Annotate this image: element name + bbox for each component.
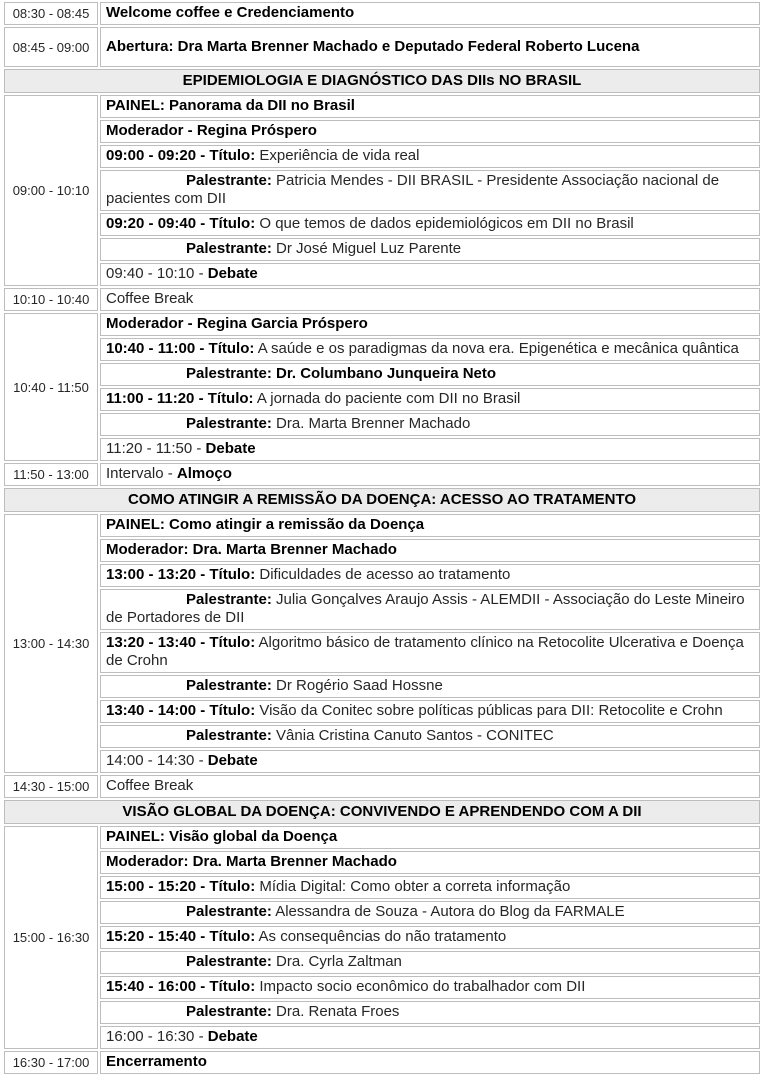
section-header: EPIDEMIOLOGIA E DIAGNÓSTICO DAS DIIs NO BRASIL (4, 69, 760, 93)
agenda-cell (100, 263, 760, 286)
agenda-text: 16:00 - 16:30 - (106, 1028, 208, 1045)
agenda-row (4, 675, 760, 698)
section-header-row (4, 488, 760, 512)
agenda-row (4, 463, 760, 486)
agenda-cell (100, 826, 760, 849)
agenda-row (4, 213, 760, 236)
agenda-row (4, 338, 760, 361)
agenda-text-bold: Welcome coffee e Credenciamento (106, 4, 355, 21)
agenda-cell-speaker (100, 675, 760, 698)
agenda-cell (100, 95, 760, 118)
agenda-text: Algoritmo básico de tratamento clínico na Retocolite Ulcerativa e Doença de Crohn (106, 634, 744, 669)
time-slot: 08:45 - 09:00 (4, 27, 98, 67)
agenda-text-bold: Almoço (176, 465, 232, 482)
agenda-row (4, 951, 760, 974)
agenda-row (4, 976, 760, 999)
agenda-row (4, 826, 760, 849)
agenda-text: A saúde e os paradigmas da nova era. Epigenética e mecânica quântica (254, 340, 739, 357)
agenda-cell-speaker (100, 413, 760, 436)
time-slot: 14:30 - 15:00 (4, 775, 98, 798)
agenda-text: Dificuldades de acesso ao tratamento (255, 566, 511, 583)
agenda-cell (100, 539, 760, 562)
agenda-cell (100, 775, 760, 798)
agenda-cell-speaker (100, 1001, 760, 1024)
agenda-text-bold: Abertura: Dra Marta Brenner Machado e Deputado Federal Roberto Lucena (106, 38, 640, 55)
agenda-text: Alessandra de Souza - Autora do Blog da FARMALE (271, 903, 625, 920)
agenda-text-bold: Encerramento (106, 1053, 207, 1070)
agenda-text: 11:20 - 11:50 - (106, 440, 206, 457)
time-slot: 11:50 - 13:00 (4, 463, 98, 486)
agenda-row (4, 1051, 760, 1074)
agenda-row (4, 514, 760, 537)
time-slot: 16:30 - 17:00 (4, 1051, 98, 1074)
agenda-text-bold: Palestrante: (186, 591, 272, 608)
agenda-cell (100, 1026, 760, 1049)
agenda-row (4, 539, 760, 562)
agenda-cell-speaker (100, 589, 760, 630)
agenda-cell (100, 120, 760, 143)
agenda-text-bold: Palestrante: (186, 677, 272, 694)
agenda-cell-speaker (100, 901, 760, 924)
agenda-text: Vânia Cristina Canuto Santos - CONITEC (271, 727, 554, 744)
agenda-row (4, 750, 760, 773)
agenda-text-bold: 13:20 - 13:40 - Título: (106, 634, 256, 651)
agenda-text-bold: Palestrante: (186, 1003, 272, 1020)
agenda-row (4, 1026, 760, 1049)
agenda-row (4, 27, 760, 67)
agenda-text-bold: Moderador - Regina Próspero (106, 122, 317, 139)
agenda-row (4, 95, 760, 118)
agenda-text-bold: Debate (207, 1028, 258, 1045)
agenda-cell (100, 750, 760, 773)
agenda-text: A jornada do paciente com DII no Brasil (253, 390, 521, 407)
agenda-row (4, 170, 760, 211)
agenda-row (4, 263, 760, 286)
agenda-text: Dra. Cyrla Zaltman (271, 953, 402, 970)
agenda-text-bold: Palestrante: (186, 172, 272, 189)
agenda-text-bold: 15:40 - 16:00 - Título: (106, 978, 256, 995)
agenda-row (4, 589, 760, 630)
agenda-text: O que temos de dados epidemiológicos em DII no Brasil (255, 215, 634, 232)
agenda-text: Patricia Mendes - DII BRASIL - Presidente Associação nacional de pacientes com DII (106, 172, 720, 207)
agenda-cell (100, 145, 760, 168)
agenda-text-bold: 13:40 - 14:00 - Título: (106, 702, 256, 719)
agenda-row (4, 288, 760, 311)
agenda-cell (100, 564, 760, 587)
agenda-text-bold: 13:00 - 13:20 - Título: (106, 566, 256, 583)
agenda-row (4, 700, 760, 723)
agenda-text-bold: 15:20 - 15:40 - Título: (106, 928, 256, 945)
agenda-cell (100, 388, 760, 411)
agenda-text: Visão da Conitec sobre políticas públicas para DII: Retocolite e Crohn (255, 702, 723, 719)
time-slot: 13:00 - 14:30 (4, 514, 98, 773)
agenda-cell-speaker (100, 238, 760, 261)
agenda-cell (100, 876, 760, 899)
agenda-row (4, 2, 760, 25)
agenda-row (4, 438, 760, 461)
section-header-row (4, 800, 760, 824)
agenda-text: Impacto socio econômico do trabalhador com DII (255, 978, 586, 995)
agenda-cell (100, 438, 760, 461)
agenda-text: Dra. Marta Brenner Machado (271, 415, 471, 432)
agenda-row (4, 725, 760, 748)
agenda-cell (100, 1051, 760, 1074)
agenda-text-bold: Moderador - Regina Garcia Próspero (106, 315, 368, 332)
event-schedule-body (4, 2, 760, 1074)
agenda-text-bold: Palestrante: (186, 727, 272, 744)
section-header: COMO ATINGIR A REMISSÃO DA DOENÇA: ACESSO AO TRATAMENTO (4, 488, 760, 512)
agenda-row (4, 901, 760, 924)
section-header-row (4, 69, 760, 93)
time-slot: 10:40 - 11:50 (4, 313, 98, 461)
agenda-cell-speaker (100, 725, 760, 748)
agenda-text-bold: Debate (207, 265, 258, 282)
agenda-text: Dr Rogério Saad Hossne (271, 677, 443, 694)
agenda-cell (100, 27, 760, 67)
time-slot: 15:00 - 16:30 (4, 826, 98, 1049)
agenda-text: Coffee Break (106, 290, 194, 307)
time-slot: 08:30 - 08:45 (4, 2, 98, 25)
agenda-text: Dr José Miguel Luz Parente (271, 240, 462, 257)
agenda-cell (100, 288, 760, 311)
agenda-text-bold: Palestrante: Dr. Columbano Junqueira Neto (186, 365, 497, 382)
agenda-row (4, 388, 760, 411)
agenda-row (4, 564, 760, 587)
agenda-text-bold: 11:00 - 11:20 - Título: (106, 390, 254, 407)
event-schedule-table (2, 0, 762, 1076)
time-slot: 09:00 - 10:10 (4, 95, 98, 286)
agenda-text-bold: PAINEL: Como atingir a remissão da Doença (106, 516, 425, 533)
agenda-text-bold: Palestrante: (186, 903, 272, 920)
agenda-text: Mídia Digital: Como obter a correta informação (255, 878, 571, 895)
agenda-row (4, 145, 760, 168)
section-header: VISÃO GLOBAL DA DOENÇA: CONVIVENDO E APRENDENDO COM A DII (4, 800, 760, 824)
agenda-row (4, 313, 760, 336)
agenda-text-bold: 10:40 - 11:00 - Título: (106, 340, 255, 357)
agenda-cell (100, 851, 760, 874)
agenda-cell (100, 926, 760, 949)
agenda-text: 09:40 - 10:10 - (106, 265, 208, 282)
agenda-cell (100, 976, 760, 999)
agenda-cell (100, 213, 760, 236)
agenda-row (4, 363, 760, 386)
agenda-text-bold: PAINEL: Panorama da DII no Brasil (106, 97, 355, 114)
agenda-text-bold: Palestrante: (186, 240, 272, 257)
agenda-text-bold: 15:00 - 15:20 - Título: (106, 878, 256, 895)
agenda-text: Julia Gonçalves Araujo Assis - ALEMDII - Associação do Leste Mineiro de Portadores de DII (106, 591, 745, 626)
agenda-row (4, 926, 760, 949)
agenda-cell (100, 338, 760, 361)
agenda-text-bold: Debate (205, 440, 256, 457)
agenda-text-bold: Moderador: Dra. Marta Brenner Machado (106, 853, 397, 870)
agenda-cell (100, 2, 760, 25)
agenda-row (4, 876, 760, 899)
agenda-text-bold: Palestrante: (186, 953, 272, 970)
agenda-row (4, 413, 760, 436)
agenda-row (4, 632, 760, 673)
agenda-cell (100, 463, 760, 486)
agenda-row (4, 1001, 760, 1024)
agenda-cell (100, 313, 760, 336)
agenda-cell (100, 700, 760, 723)
agenda-row (4, 238, 760, 261)
agenda-text: 14:00 - 14:30 - (106, 752, 208, 769)
agenda-cell-speaker (100, 170, 760, 211)
agenda-text: Experiência de vida real (255, 147, 420, 164)
agenda-text: Coffee Break (106, 777, 194, 794)
agenda-text-bold: Debate (207, 752, 258, 769)
agenda-cell (100, 632, 760, 673)
agenda-text-bold: 09:20 - 09:40 - Título: (106, 215, 256, 232)
agenda-text: Dra. Renata Froes (271, 1003, 400, 1020)
agenda-text: As consequências do não tratamento (255, 928, 507, 945)
agenda-text: Intervalo - (106, 465, 177, 482)
agenda-row (4, 120, 760, 143)
agenda-row (4, 775, 760, 798)
agenda-text-bold: 09:00 - 09:20 - Título: (106, 147, 256, 164)
agenda-text-bold: Moderador: Dra. Marta Brenner Machado (106, 541, 397, 558)
time-slot: 10:10 - 10:40 (4, 288, 98, 311)
agenda-text-bold: PAINEL: Visão global da Doença (106, 828, 338, 845)
agenda-cell-speaker (100, 363, 760, 386)
agenda-cell (100, 514, 760, 537)
agenda-cell-speaker (100, 951, 760, 974)
agenda-row (4, 851, 760, 874)
agenda-text-bold: Palestrante: (186, 415, 272, 432)
